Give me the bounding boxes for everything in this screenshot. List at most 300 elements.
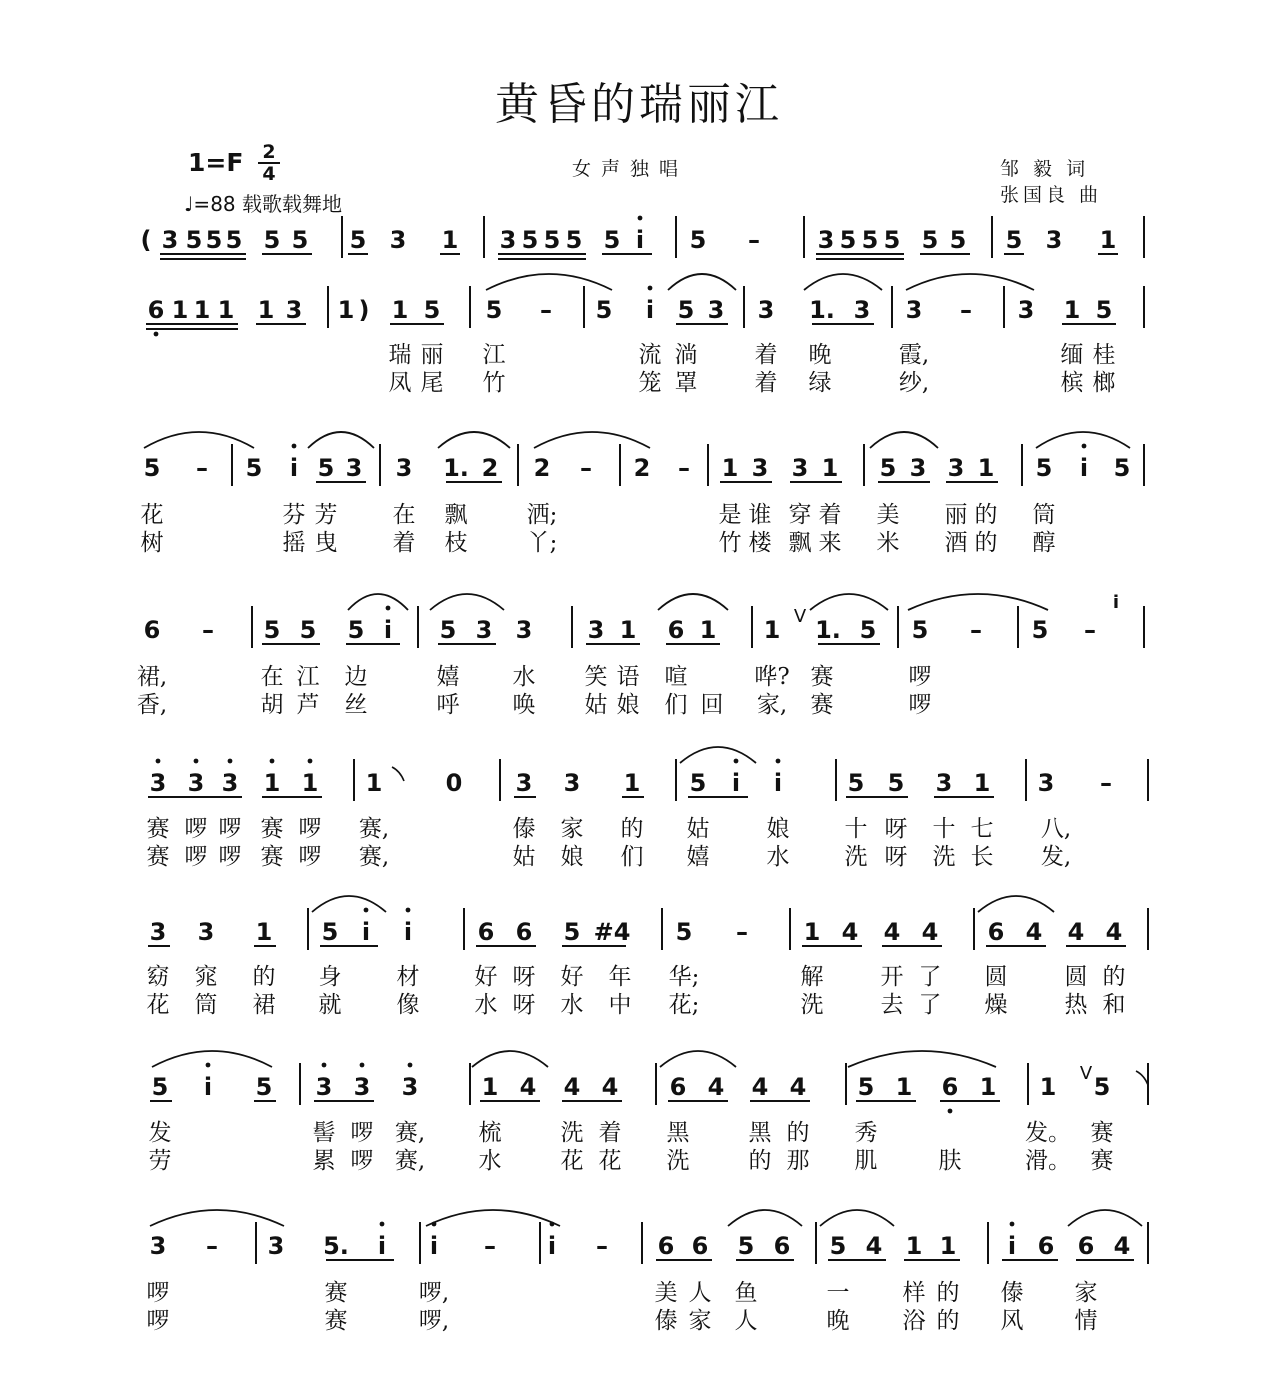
jianpu-note: 3 (587, 616, 605, 644)
jianpu-note: 6 (147, 296, 165, 324)
jianpu-note: – (960, 296, 972, 324)
lyric-verse-2: 曳 (314, 530, 338, 556)
jianpu-note: 5 (857, 1073, 875, 1101)
jianpu-note: 5 (689, 769, 707, 797)
jianpu-note: i (731, 769, 741, 797)
octave-dot (154, 332, 159, 337)
slur-arc (906, 274, 1034, 290)
octave-dot (156, 759, 161, 764)
jianpu-note: 1 (619, 616, 637, 644)
slur-arc (660, 1051, 736, 1067)
jianpu-note: – (748, 226, 760, 254)
jianpu-note: 5 (423, 296, 441, 324)
jianpu-note: 5 (255, 1073, 273, 1101)
jianpu-note: i (1079, 454, 1089, 482)
lyric-verse-1: 七 (970, 816, 994, 842)
lyric-verse-2: 赛 (324, 1308, 348, 1334)
lyric-verse-1: 傣 (512, 816, 536, 842)
breath-mark: V (1079, 1063, 1093, 1084)
jianpu-note: 5 (883, 226, 901, 254)
jianpu-note: 3 (187, 769, 205, 797)
lyric-verse-1: 啰 (298, 816, 322, 842)
jianpu-note: 3 (935, 769, 953, 797)
lyric-verse-2: 赛 (1090, 1148, 1114, 1174)
jianpu-note: 3 (1017, 296, 1035, 324)
lyric-verse-1: 的 (974, 502, 998, 528)
jianpu-note: 5 (949, 226, 967, 254)
jianpu-note: 3 (389, 226, 407, 254)
jianpu-note: 3 (345, 454, 363, 482)
lyric-verse-2: 赛 (260, 844, 284, 870)
jianpu-note: 1 (895, 1073, 913, 1101)
lyric-verse-2: 赛 (810, 692, 834, 718)
lyric-verse-2: 滑。 (1025, 1148, 1071, 1174)
jianpu-note: 1 (263, 769, 281, 797)
lyric-verse-2: 酒 (944, 530, 968, 556)
lyric-verse-1: 了 (918, 964, 942, 990)
jianpu-note: 2 (633, 454, 651, 482)
lyric-verse-2: 丫; (526, 530, 558, 556)
jianpu-note: i (635, 226, 645, 254)
lyric-verse-1: 淌 (674, 342, 698, 368)
lyric-verse-1: 华; (668, 964, 700, 990)
jianpu-note: 5 (879, 454, 897, 482)
slur-arc (658, 594, 728, 610)
lyric-verse-1: 开 (880, 964, 904, 990)
octave-dot (322, 1063, 327, 1068)
lyric-verse-2: 飘 (788, 530, 812, 556)
jianpu-note: 1 (721, 454, 739, 482)
lyric-verse-1: 江 (482, 342, 506, 368)
lyric-verse-2: 就 (318, 992, 342, 1018)
jianpu-note: 5 (861, 226, 879, 254)
jianpu-note: 3 (475, 616, 493, 644)
lyric-verse-1: 啰 (908, 664, 932, 690)
slur-arc (728, 1210, 802, 1226)
lyric-verse-2: 发, (1040, 844, 1072, 870)
lyric-verse-2: 呀 (512, 992, 536, 1018)
lyric-verse-2: 像 (396, 992, 420, 1018)
lyric-verse-2: 槟 (1060, 370, 1084, 396)
jianpu-note: 3 (515, 616, 533, 644)
lyric-verse-1: 的 (252, 964, 276, 990)
lyric-verse-1: 一 (826, 1280, 850, 1306)
octave-dot (308, 759, 313, 764)
lyric-verse-1: 发。 (1025, 1120, 1071, 1146)
octave-dot (776, 759, 781, 764)
lyric-verse-2: 娘 (616, 692, 640, 718)
jianpu-note: 3 (353, 1073, 371, 1101)
slur-arc (312, 896, 386, 912)
jianpu-note: i (383, 616, 393, 644)
jianpu-note: 5 (737, 1232, 755, 1260)
lyric-verse-2: 米 (876, 530, 900, 556)
slur-arc (438, 432, 510, 448)
lyric-verse-2: 劳 (148, 1148, 172, 1174)
jianpu-note: 5 (205, 226, 223, 254)
jianpu-note: 3 (315, 1073, 333, 1101)
lyric-verse-2: 啰 (298, 844, 322, 870)
jianpu-note: 2 (481, 454, 499, 482)
jianpu-note: 1 (803, 918, 821, 946)
octave-dot (1082, 444, 1087, 449)
lyric-verse-1: 解 (800, 964, 824, 990)
slur-arc (150, 1210, 284, 1226)
lyric-verse-2: 热 (1064, 992, 1088, 1018)
jianpu-note: 3 (499, 226, 517, 254)
lyric-verse-2: 裙 (252, 992, 276, 1018)
lyric-verse-2: 嬉 (686, 844, 710, 870)
jianpu-note: 1 (1039, 1073, 1057, 1101)
lyric-verse-1: 黑 (666, 1120, 690, 1146)
lyric-verse-1: 江 (296, 664, 320, 690)
jianpu-note: 4 (1105, 918, 1123, 946)
lyric-verse-1: 丽 (420, 342, 444, 368)
lyric-verse-1: 娘 (766, 816, 790, 842)
octave-dot (194, 759, 199, 764)
jianpu-note: – (970, 616, 982, 644)
slur-arc (1068, 1210, 1142, 1226)
octave-dot (270, 759, 275, 764)
octave-dot (1010, 1222, 1015, 1227)
jianpu-note: 6 (941, 1073, 959, 1101)
lyric-verse-1: 哗? (754, 664, 790, 690)
jianpu-note: 6 (669, 1073, 687, 1101)
performer-label: 女声独唱 (571, 158, 688, 180)
lyric-verse-1: 身 (318, 964, 342, 990)
jianpu-note: 6 (667, 616, 685, 644)
jianpu-note: i (429, 1232, 439, 1260)
jianpu-note: 6 (515, 918, 533, 946)
lyric-verse-1: 呀 (512, 964, 536, 990)
jianpu-note: 6 (657, 1232, 675, 1260)
lyric-verse-2: 中 (608, 992, 632, 1018)
lyric-verse-2: 筒 (194, 992, 218, 1018)
jianpu-note: – (580, 454, 592, 482)
lyric-verse-2: 榔 (1092, 370, 1116, 396)
lyric-verse-1: 赛 (260, 816, 284, 842)
lyric-verse-2: 啰 (350, 1148, 374, 1174)
lyric-verse-2: 水 (766, 844, 790, 870)
jianpu-note: – (196, 454, 208, 482)
jianpu-note: 5 (675, 918, 693, 946)
octave-dot (364, 908, 369, 913)
jianpu-note: 6 (987, 918, 1005, 946)
jianpu-note: 1. (809, 296, 835, 324)
jianpu-note: 3 (905, 296, 923, 324)
lyric-verse-1: 在 (260, 664, 284, 690)
octave-dot (292, 444, 297, 449)
jianpu-note: 1 (481, 1073, 499, 1101)
jianpu-note: 5 (263, 226, 281, 254)
jianpu-note: – (1100, 769, 1112, 797)
octave-dot (408, 1063, 413, 1068)
lyric-verse-1: 缅 (1060, 342, 1084, 368)
octave-dot (734, 759, 739, 764)
lyric-verse-2: 着 (754, 370, 778, 396)
jianpu-note: 5 (677, 296, 695, 324)
lyric-verse-1: 喧 (664, 664, 688, 690)
jianpu-note: 1 (1063, 296, 1081, 324)
lyric-verse-2: 楼 (748, 530, 772, 556)
lyric-verse-1: 窈 (146, 964, 170, 990)
lyric-verse-1: 家 (560, 816, 584, 842)
jianpu-note: 3 (817, 226, 835, 254)
jianpu-note: 5 (921, 226, 939, 254)
jianpu-note: 3 (401, 1073, 419, 1101)
jianpu-note: 3 (515, 769, 533, 797)
octave-dot (948, 1109, 953, 1114)
jianpu-note: 3 (267, 1232, 285, 1260)
lyric-verse-2: 情 (1074, 1308, 1098, 1334)
lyric-verse-2: 洗 (932, 844, 956, 870)
lyric-verse-2: 来 (818, 530, 842, 556)
lyric-verse-2: 人 (734, 1308, 758, 1334)
octave-dot (406, 908, 411, 913)
jianpu-note: i (773, 769, 783, 797)
lyric-verse-1: 材 (396, 964, 420, 990)
jianpu-note: i (377, 1232, 387, 1260)
lyric-verse-2: 家 (688, 1308, 712, 1334)
jianpu-note: 4 (563, 1073, 581, 1101)
jianpu-note: 1 (821, 454, 839, 482)
lyric-verse-2: 唤 (512, 692, 536, 718)
octave-dot (432, 1222, 437, 1227)
lyric-verse-1: 好 (560, 964, 584, 990)
jianpu-note: 2 (533, 454, 551, 482)
slur-arc (144, 432, 254, 448)
jianpu-note: – (484, 1232, 496, 1260)
jianpu-note: #4 (593, 918, 631, 946)
lyric-verse-1: 八, (1040, 816, 1072, 842)
lyric-verse-1: 笑 (584, 664, 608, 690)
lyric-verse-2: 那 (786, 1148, 810, 1174)
lyric-verse-2: 呀 (884, 844, 908, 870)
glissando-mark (392, 767, 404, 781)
jianpu-note: 3 (1037, 769, 1055, 797)
lyric-verse-2: 醇 (1032, 530, 1056, 556)
jianpu-note: 5 (839, 226, 857, 254)
jianpu-note: 4 (1067, 918, 1085, 946)
jianpu-note: 3 (1045, 226, 1063, 254)
lyric-verse-1: 梳 (478, 1120, 502, 1146)
jianpu-note: 1 (977, 454, 995, 482)
lyric-verse-1: 晚 (808, 342, 832, 368)
jianpu-note: 5 (225, 226, 243, 254)
lyric-verse-2: 们 (620, 844, 644, 870)
jianpu-note: – (540, 296, 552, 324)
tempo-marking: ♩=88 载歌载舞地 (184, 192, 342, 216)
lyric-verse-2: 竹 (718, 530, 742, 556)
lyric-verse-2: 纱, (898, 370, 930, 396)
lyric-verse-1: 边 (344, 664, 368, 690)
jianpu-note: 4 (519, 1073, 537, 1101)
lyric-verse-2: 们 (664, 692, 688, 718)
lyric-verse-1: 家 (1074, 1280, 1098, 1306)
jianpu-note: – (596, 1232, 608, 1260)
jianpu-note: 4 (789, 1073, 807, 1101)
jianpu-note: 3 (395, 454, 413, 482)
octave-dot (228, 759, 233, 764)
jianpu-note: 5 (829, 1232, 847, 1260)
lyric-verse-2: 赛, (358, 844, 390, 870)
jianpu-note: 1 (217, 296, 235, 324)
jianpu-note: 1 (193, 296, 211, 324)
jianpu-note: 5 (151, 1073, 169, 1101)
jianpu-note: 3 (149, 1232, 167, 1260)
slur-arc (820, 1210, 894, 1226)
slur-arc (486, 274, 612, 290)
lyric-verse-1: 赛, (358, 816, 390, 842)
lyric-verse-2: 啰 (218, 844, 242, 870)
lyric-verse-2: 家, (756, 692, 788, 718)
lyric-verse-1: 筒 (1032, 502, 1056, 528)
jianpu-note: 3 (757, 296, 775, 324)
lyric-verse-1: 十 (932, 816, 956, 842)
jianpu-note: – (206, 1232, 218, 1260)
lyric-verse-2: 啰 (908, 692, 932, 718)
jianpu-note: 5 (847, 769, 865, 797)
lyric-verse-1: 美 (654, 1280, 678, 1306)
lyric-verse-1: 飘 (444, 502, 468, 528)
jianpu-note: 5 (1113, 454, 1131, 482)
jianpu-note: 4 (751, 1073, 769, 1101)
lyric-verse-1: 人 (688, 1280, 712, 1306)
lyric-verse-1: 的 (1102, 964, 1126, 990)
lyric-verse-2: 燥 (984, 992, 1008, 1018)
lyric-verse-2: 着 (392, 530, 416, 556)
lyric-verse-2: 笼 (638, 370, 662, 396)
lyric-verse-2: 花 (598, 1148, 622, 1174)
jianpu-note: 1 (939, 1232, 957, 1260)
lyric-verse-1: 圆 (984, 964, 1008, 990)
jianpu-note: 5 (143, 454, 161, 482)
lyric-verse-2: 枝 (444, 530, 468, 556)
jianpu-note: 4 (883, 918, 901, 946)
jianpu-note: 5 (349, 226, 367, 254)
jianpu-note: 3 (909, 454, 927, 482)
lyric-verse-1: 芳 (314, 502, 338, 528)
lyric-verse-1: 秀 (854, 1120, 878, 1146)
lyric-verse-2: 水 (478, 1148, 502, 1174)
jianpu-note: 3 (947, 454, 965, 482)
jianpu-note: 4 (1025, 918, 1043, 946)
jianpu-note: 5 (543, 226, 561, 254)
jianpu-note: 4 (921, 918, 939, 946)
lyric-verse-2: 罩 (674, 370, 698, 396)
lyric-verse-2: 娘 (560, 844, 584, 870)
lyric-verse-1: 傣 (1000, 1280, 1024, 1306)
jianpu-note: 6 (691, 1232, 709, 1260)
jianpu-note: 3 (563, 769, 581, 797)
slur-arc (848, 1051, 996, 1067)
lyric-verse-1: 赛 (1090, 1120, 1114, 1146)
jianpu-note: 1 (441, 226, 459, 254)
jianpu-note: 1 (257, 296, 275, 324)
lyric-verse-1: 十 (844, 816, 868, 842)
lyric-verse-1: 啰, (418, 1280, 450, 1306)
lyric-verse-2: 赛 (146, 844, 170, 870)
jianpu-note: 5 (245, 454, 263, 482)
jianpu-note: 0 (445, 769, 463, 797)
jianpu-note: 1 (973, 769, 991, 797)
lyric-verse-1: 着 (818, 502, 842, 528)
slur-arc (668, 274, 736, 290)
lyric-verse-2: 浴 (902, 1308, 926, 1334)
lyric-verse-2: 啰, (418, 1308, 450, 1334)
jianpu-note: 3 (221, 769, 239, 797)
jianpu-note: 5 (299, 616, 317, 644)
jianpu-note: 1 (979, 1073, 997, 1101)
lyric-verse-2: 洗 (666, 1148, 690, 1174)
lyric-verse-1: 啰 (146, 1280, 170, 1306)
lyric-verse-1: 啰 (218, 816, 242, 842)
lyric-verse-1: 丽 (944, 502, 968, 528)
jianpu-note: 5 (321, 918, 339, 946)
jianpu-note: 6 (477, 918, 495, 946)
jianpu-note: 4 (841, 918, 859, 946)
slur-arc (308, 432, 374, 448)
lyric-verse-1: 黑 (748, 1120, 772, 1146)
jianpu-note: 5 (1095, 296, 1113, 324)
jianpu-note: 3 (285, 296, 303, 324)
lyric-verse-2: 赛, (394, 1148, 426, 1174)
lyric-verse-2: 姑 (512, 844, 536, 870)
lyric-verse-1: 嬉 (436, 664, 460, 690)
jianpu-note: 3 (791, 454, 809, 482)
jianpu-note: 1. (443, 454, 469, 482)
lyric-verse-2: 的 (974, 530, 998, 556)
lyric-verse-2: 啰 (146, 1308, 170, 1334)
grace-note: i (1112, 592, 1120, 613)
lyric-verse-1: 啰 (350, 1120, 374, 1146)
lyric-verse-1: 洒; (526, 502, 558, 528)
jianpu-note: i (645, 296, 655, 324)
jianpu-note: 6 (143, 616, 161, 644)
lyric-verse-1: 流 (638, 342, 662, 368)
octave-dot (360, 1063, 365, 1068)
octave-dot (550, 1222, 555, 1227)
lyric-verse-1: 样 (902, 1280, 926, 1306)
jianpu-note: 6 (1037, 1232, 1055, 1260)
lyric-verse-1: 水 (512, 664, 536, 690)
slur-arc (810, 594, 888, 610)
jianpu-note: i (203, 1073, 213, 1101)
lyric-verse-2: 洗 (800, 992, 824, 1018)
jianpu-note: 3 (149, 769, 167, 797)
lyric-verse-2: 花 (560, 1148, 584, 1174)
lyric-verse-1: 髻 (312, 1120, 336, 1146)
jianpu-note: 3 (707, 296, 725, 324)
octave-dot (206, 1063, 211, 1068)
lyric-verse-2: 姑 (584, 692, 608, 718)
jianpu-note: 5 (1031, 616, 1049, 644)
lyric-verse-1: 赛, (394, 1120, 426, 1146)
lyric-verse-2: 的 (936, 1308, 960, 1334)
jianpu-note: 1 (623, 769, 641, 797)
jianpu-note: 5 (565, 226, 583, 254)
lyric-verse-1: 的 (786, 1120, 810, 1146)
meter-numerator: 2 (262, 141, 276, 163)
lyric-verse-2: 水 (474, 992, 498, 1018)
lyric-verse-1: 赛 (324, 1280, 348, 1306)
lyric-verse-1: 啰 (184, 816, 208, 842)
jianpu-note: 3 (149, 918, 167, 946)
slur-arc (348, 594, 408, 610)
jianpu-note: 5 (185, 226, 203, 254)
jianpu-note: 1 (365, 769, 383, 797)
jianpu-note: 4 (707, 1073, 725, 1101)
